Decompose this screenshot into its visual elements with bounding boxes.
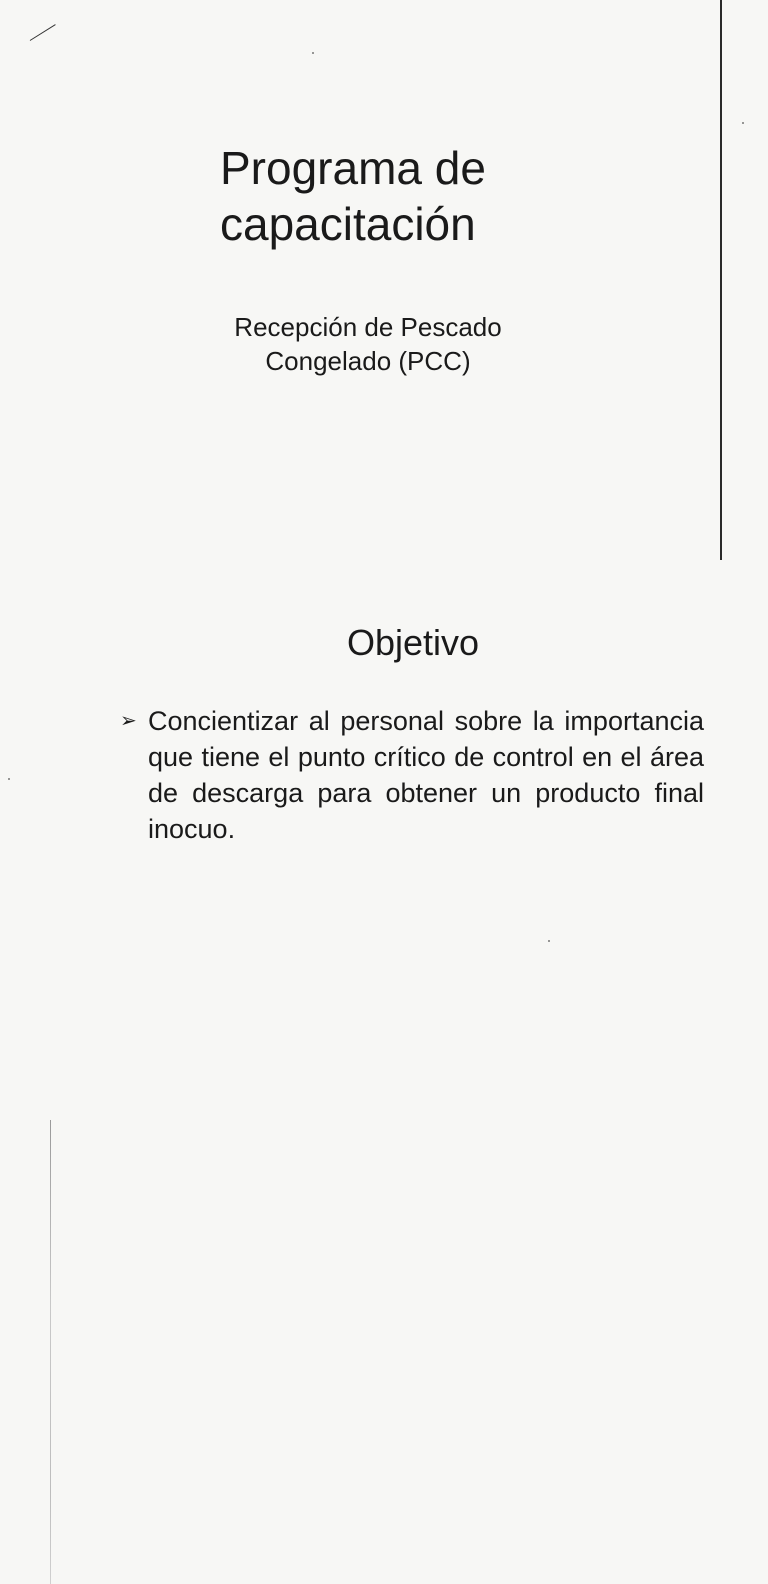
- title-line-2: capacitación: [220, 198, 476, 250]
- slide-border-right: [720, 0, 722, 560]
- slide-title-text: [220, 140, 486, 252]
- scan-speck: [8, 778, 10, 780]
- subtitle-line-2: Congelado (PCC): [265, 346, 471, 376]
- subtitle-line-1: Recepción de Pescado: [234, 312, 502, 342]
- arrow-bullet-icon: ➢: [120, 710, 137, 732]
- pen-mark: [30, 24, 56, 41]
- slide-objective: [0, 560, 768, 1024]
- scan-speck: [548, 940, 550, 942]
- scan-speck: [742, 122, 744, 124]
- objective-heading: Objetivo: [346, 622, 480, 663]
- title-line-1: Programa de: [220, 142, 486, 194]
- scan-speck: [312, 52, 314, 54]
- slide-subtitle: [180, 310, 556, 378]
- slide-title: [0, 0, 768, 560]
- slide-border-left: [50, 1120, 51, 1584]
- objective-bullet: [120, 703, 704, 847]
- objective-bullet-text: Concientizar al personal sobre la importancia que tiene el punto crítico de control en el área de descarga para obtener un producto final inocuo.: [148, 706, 704, 844]
